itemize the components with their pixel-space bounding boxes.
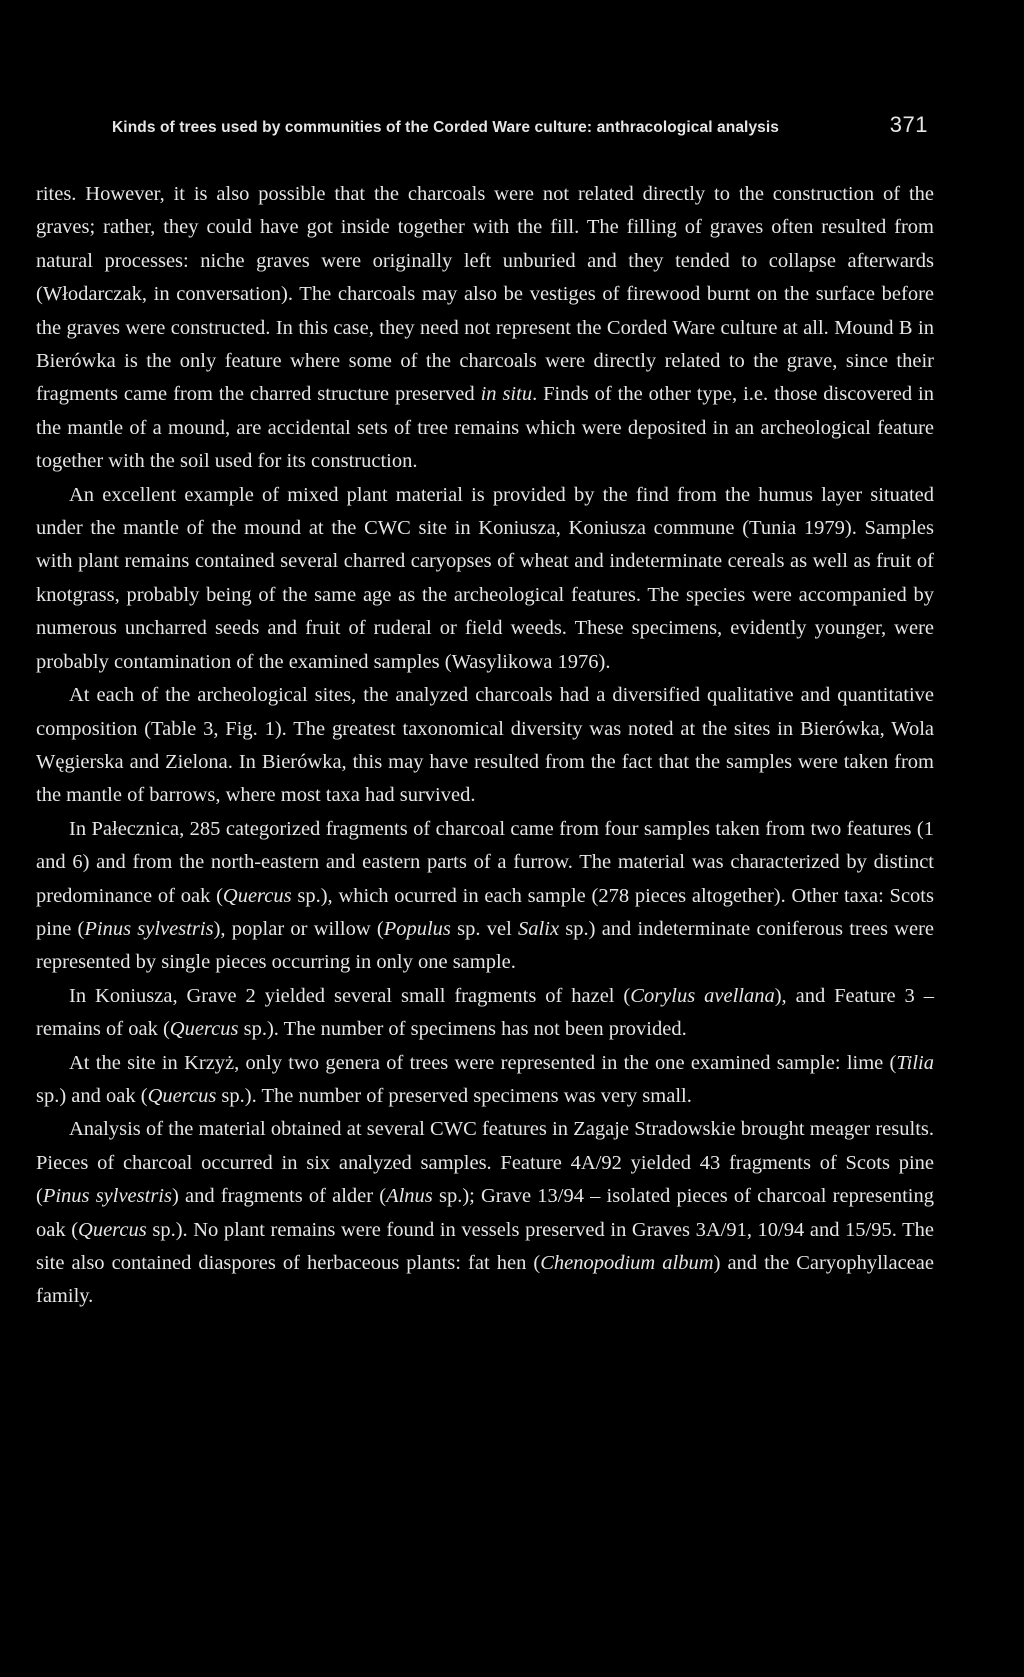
text-run: ) and fragments of alder ( bbox=[171, 1185, 387, 1208]
text-run: sp.), which ocurred in each sample (278 pieces altogether). Other taxa: Scots pine ( bbox=[36, 884, 934, 940]
text-run: sp.). The number of specimens has not been provided. bbox=[238, 1018, 687, 1041]
italic-text: Quercus bbox=[78, 1218, 147, 1241]
paragraph bbox=[36, 813, 934, 980]
text-run: sp.). No plant remains were found in vessels preserved in Graves 3A/91, 10/94 and 15/95. The site also contained diaspores of herbaceous plants: fat hen ( bbox=[36, 1218, 934, 1274]
italic-text: Populus bbox=[383, 917, 451, 940]
text-run: In Koniusza, Grave 2 yielded several small fragments of hazel ( bbox=[69, 984, 631, 1007]
text-run: At each of the archeological sites, the analyzed charcoals had a diversified qualitative and quantitative composition (Table 3, Fig. 1). The greatest taxonomical diversity was noted at the sites in Bierówka, Wola Węgierska and Zielona. In Bierówka, this may have resulted from the fact that the samples were taken from the mantle of barrows, where most taxa had survived. bbox=[36, 684, 934, 807]
italic-text: Salix bbox=[518, 917, 560, 940]
text-run: An excellent example of mixed plant material is provided by the find from the humus layer situated under the mantle of the mound at the CWC site in Koniusza, Koniusza commune (Tunia 1979). Samples with plant remains contained several charred caryopses of wheat and indeterminate cereals as well as fruit of knotgrass, probably being of the same age as the archeological features. The species were accompanied by numerous uncharred seeds and fruit of ruderal or field weeds. These specimens, evidently younger, were probably contamination of the examined samples (Wasylikowa 1976). bbox=[36, 483, 934, 673]
paragraph bbox=[36, 679, 934, 813]
italic-text: Chenopodium album bbox=[540, 1252, 714, 1274]
text-run: At the site in Krzyż, only two genera of trees were represented in the one examined sample: lime ( bbox=[69, 1051, 897, 1074]
text-run: ), and Feature 3 – remains of oak ( bbox=[36, 984, 934, 1041]
text-run: sp.) and indeterminate coniferous trees were represented by single pieces occurring in only one sample. bbox=[36, 917, 935, 974]
text-run: rites. However, it is also possible that the charcoals were not related directly to the construction of the graves; rather, they could have got inside together with the fill. The filling of graves often resulted from natural processes: niche graves were originally left unburied and they tended to collapse afterwards (Włodarczak, in conversation). The charcoals may also be vestiges of firewood burnt on the surface before the graves were constructed. In this case, they need not represent the Corded Ware culture at all. Mound B in Bierówka is the only feature where some of the charcoals were directly related to the grave, since their fragments came from the charred structure preserved bbox=[36, 183, 934, 406]
text-run: Analysis of the material obtained at several CWC features in Zagaje Stradowskie brought meager results. Pieces of charcoal occurred in six analyzed samples. Feature 4A/92 yielded 43 fragments of Scots pine ( bbox=[36, 1118, 934, 1208]
italic-text: Pinus sylvestris bbox=[84, 917, 214, 940]
text-run: sp.) and oak ( bbox=[36, 1084, 148, 1107]
text-run: sp.); Grave 13/94 – isolated pieces of charcoal representing oak ( bbox=[36, 1185, 934, 1241]
body-text bbox=[36, 178, 934, 1314]
paragraph bbox=[36, 980, 934, 1047]
italic-text: Alnus bbox=[386, 1185, 433, 1208]
italic-text: Corylus avellana bbox=[630, 984, 775, 1007]
italic-text: Pinus sylvestris bbox=[42, 1185, 172, 1208]
text-run: sp. vel bbox=[450, 917, 519, 940]
page-number: 371 bbox=[889, 112, 928, 137]
running-title: Kinds of trees used by communities of the Corded Ware culture: anthracological analysis bbox=[112, 119, 780, 136]
text-run: In Pałecznica, 285 categorized fragments of charcoal came from four samples taken from two features (1 and 6) and from the north-eastern and eastern parts of a furrow. The material was characterized by distinct predominance of oak ( bbox=[36, 817, 934, 907]
paragraph bbox=[36, 1113, 934, 1313]
italic-text: Quercus bbox=[169, 1018, 239, 1041]
paragraph bbox=[36, 1047, 934, 1114]
text-run: ), poplar or willow ( bbox=[213, 917, 384, 940]
italic-text: Quercus bbox=[222, 884, 292, 907]
text-run: . Finds of the other type, i.e. those discovered in the mantle of a mound, are accidental sets of tree remains which were deposited in an archeological feature together with the soil used for its construction. bbox=[36, 383, 934, 473]
italic-text: Tilia bbox=[896, 1051, 934, 1074]
italic-text: Quercus bbox=[147, 1084, 217, 1107]
paragraph bbox=[36, 178, 934, 479]
running-header bbox=[112, 112, 928, 152]
text-run: ) and the Caryophyllaceae family. bbox=[36, 1252, 934, 1308]
paragraph bbox=[36, 479, 934, 679]
text-run: sp.). The number of preserved specimens was very small. bbox=[216, 1084, 692, 1107]
italic-text: in situ bbox=[480, 383, 533, 406]
